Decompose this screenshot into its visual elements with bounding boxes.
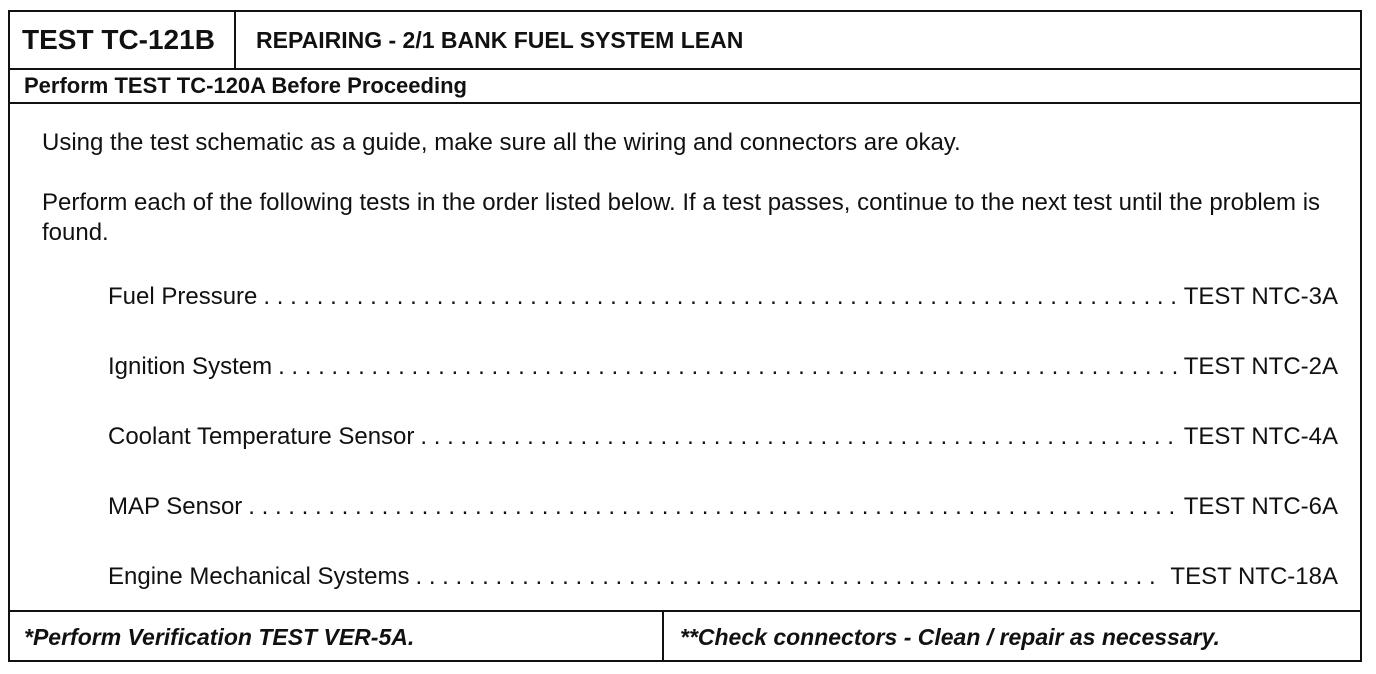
dot-leader bbox=[248, 490, 1177, 524]
footer-row bbox=[10, 610, 1360, 662]
test-procedure-card bbox=[8, 10, 1362, 662]
procedure-title: REPAIRING - 2/1 BANK FUEL SYSTEM LEAN bbox=[256, 27, 744, 53]
test-label: Fuel Pressure bbox=[108, 283, 258, 310]
instruction-paragraph-2: Perform each of the following tests in the order listed below. If a test passes, continue to the next test until the problem is found. bbox=[42, 189, 1321, 246]
test-reference: TEST NTC-6A bbox=[1183, 493, 1338, 520]
dot-leader bbox=[263, 280, 1177, 314]
instruction-paragraph-1: Using the test schematic as a guide, make sure all the wiring and connectors are okay. bbox=[42, 129, 961, 156]
test-list bbox=[108, 280, 1338, 630]
prerequisite-note: Perform TEST TC-120A Before Proceeding bbox=[10, 70, 1360, 104]
test-label: MAP Sensor bbox=[108, 493, 243, 520]
test-label: Ignition System bbox=[108, 353, 273, 380]
test-row-coolant-temperature-sensor bbox=[108, 420, 1338, 490]
dot-leader bbox=[415, 560, 1164, 594]
test-id: TEST TC-121B bbox=[10, 12, 236, 68]
verification-note: *Perform Verification TEST VER-5A. bbox=[10, 612, 664, 662]
test-row-ignition-system bbox=[108, 350, 1338, 420]
connector-note: **Check connectors - Clean / repair as necessary. bbox=[680, 624, 1220, 650]
test-label: Coolant Temperature Sensor bbox=[108, 423, 415, 450]
test-row-fuel-pressure bbox=[108, 280, 1338, 350]
dot-leader bbox=[278, 350, 1178, 384]
test-label: Engine Mechanical Systems bbox=[108, 563, 410, 590]
test-reference: TEST NTC-4A bbox=[1183, 423, 1338, 450]
header-row bbox=[10, 12, 1360, 70]
dot-leader bbox=[420, 420, 1177, 454]
test-row-map-sensor bbox=[108, 490, 1338, 560]
test-reference: TEST NTC-3A bbox=[1183, 283, 1338, 310]
test-reference: TEST NTC-2A bbox=[1183, 353, 1338, 380]
test-reference: TEST NTC-18A bbox=[1170, 563, 1338, 590]
